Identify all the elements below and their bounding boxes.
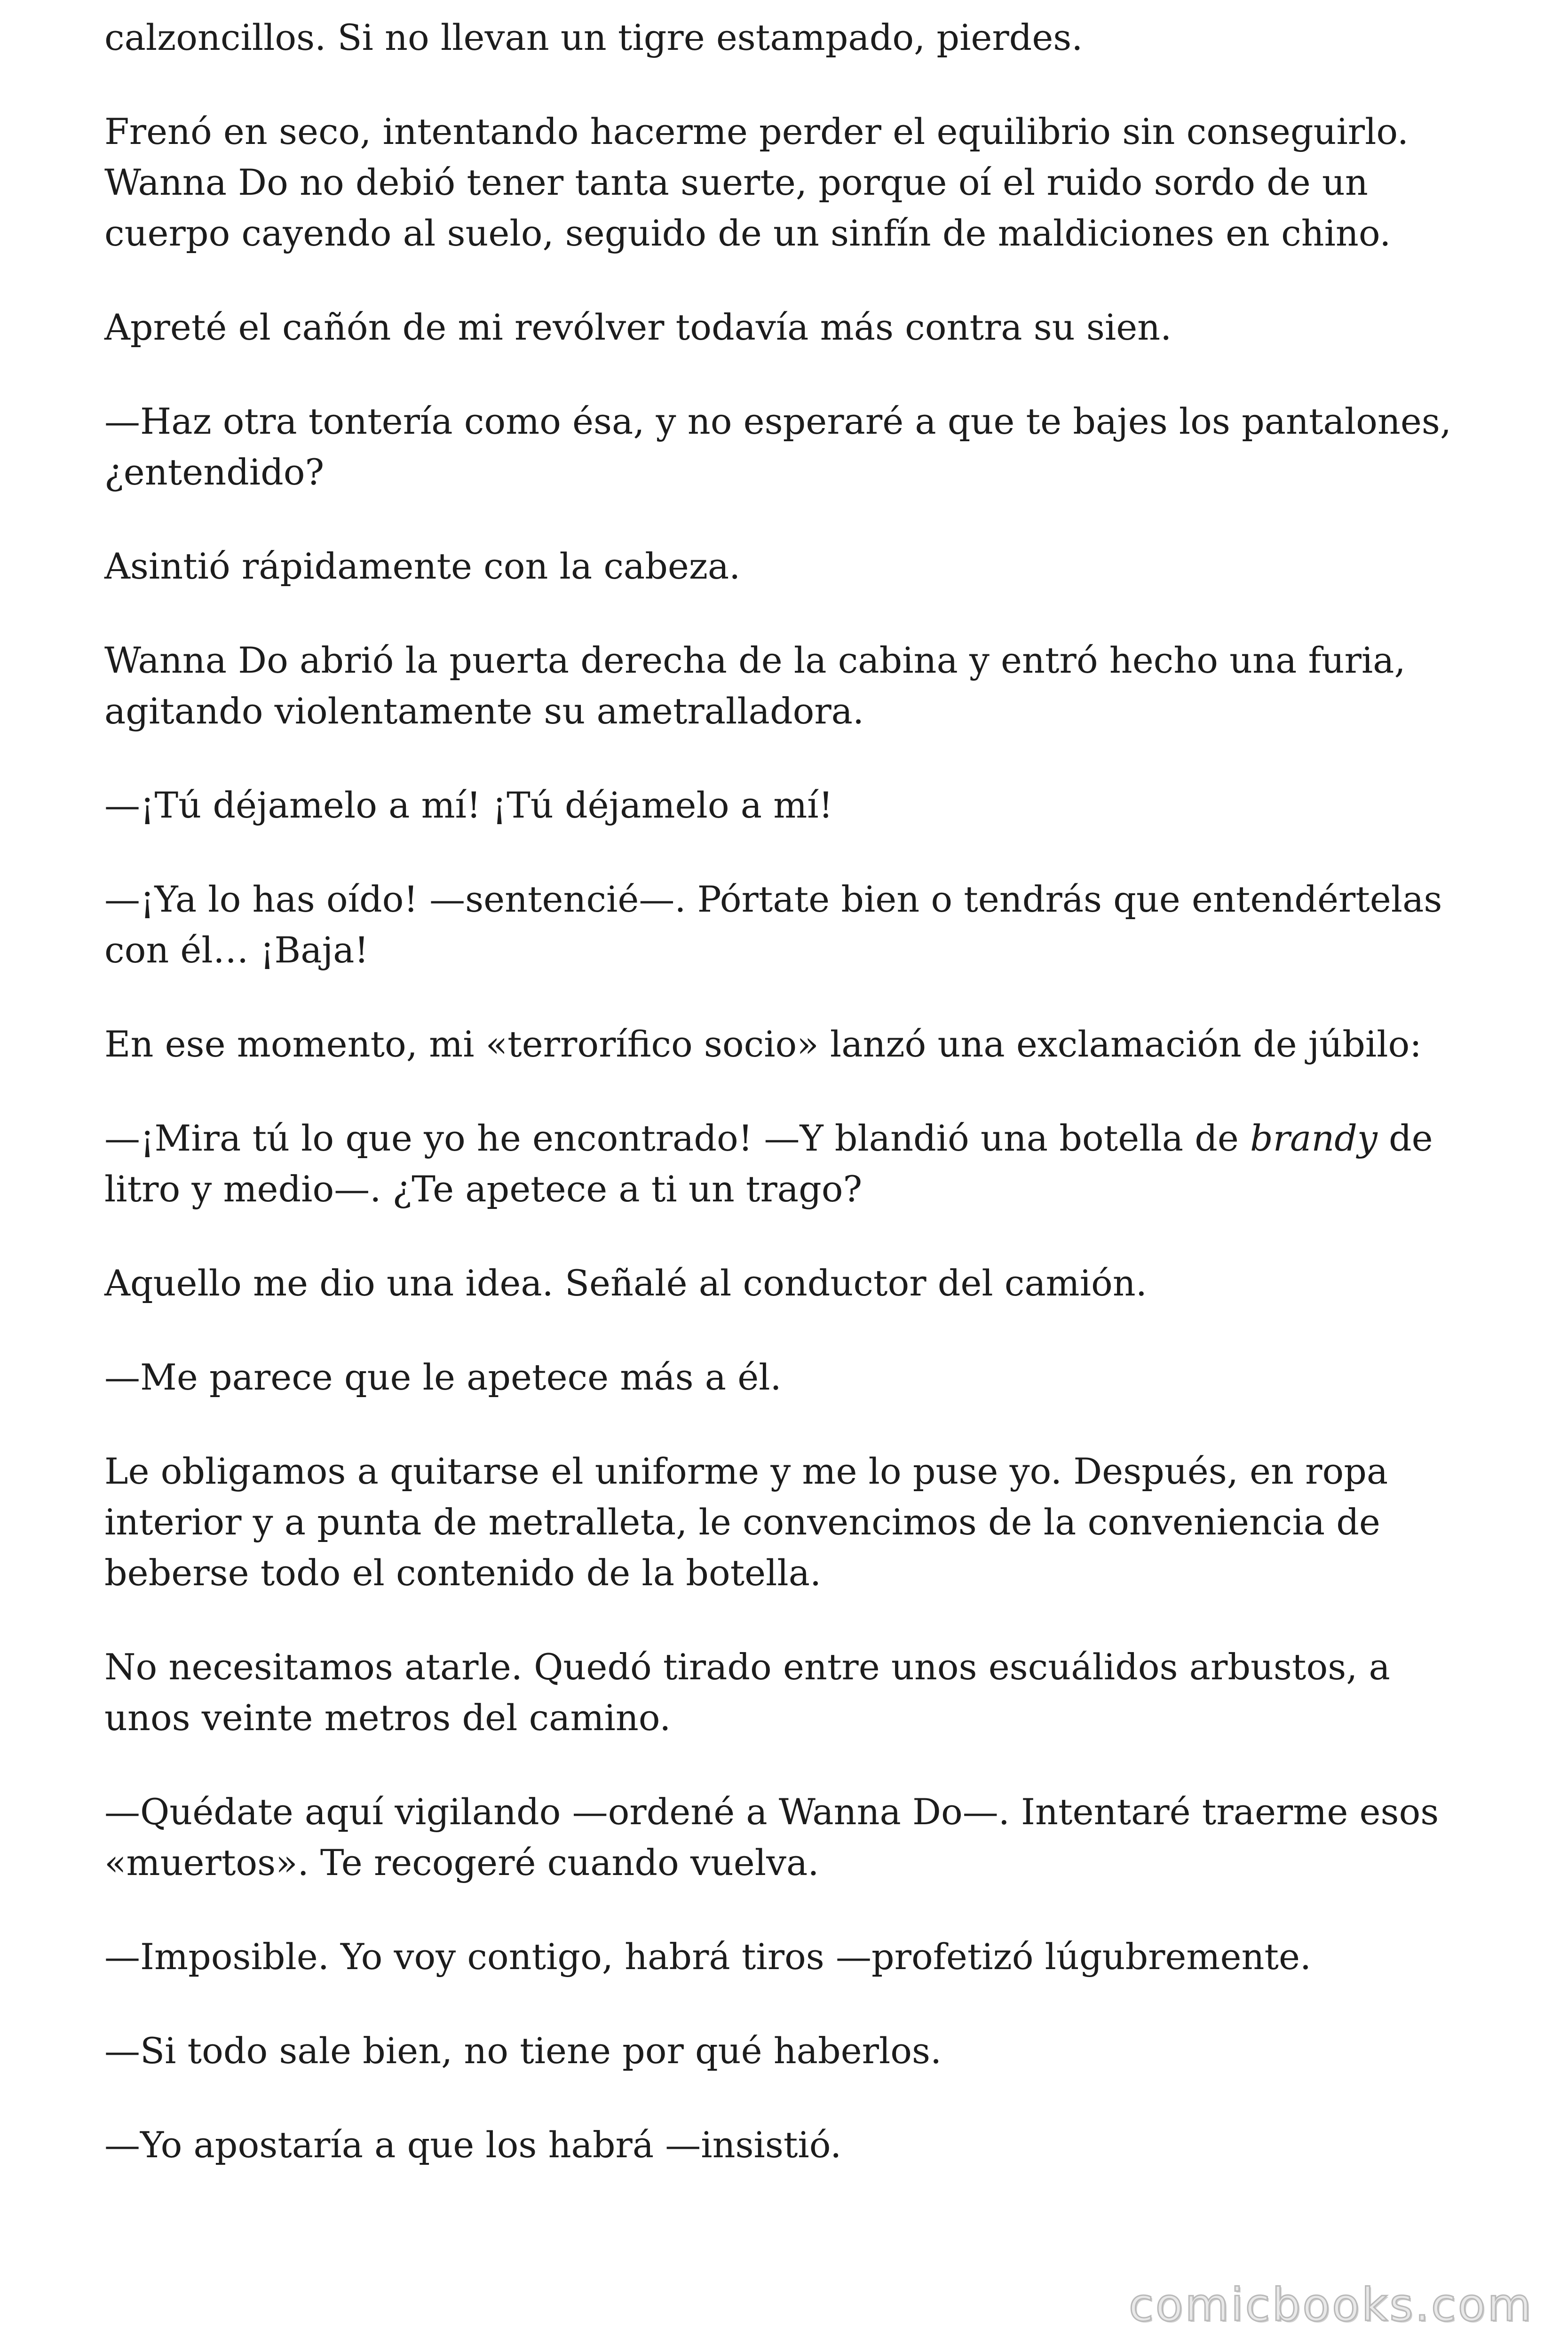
paragraph: —Haz otra tontería como ésa, y no esperaré a que te bajes los pantalones, ¿entendido? (104, 400, 1451, 493)
paragraph: Frenó en seco, intentando hacerme perder el equilibrio sin conseguirlo. Wanna Do no debió tener tanta suerte, porque oí el ruido sordo de un cuerpo cayendo al suelo, seguido de un sinfín de maldiciones en chino. (104, 111, 1409, 254)
paragraph: Apreté el cañón de mi revólver todavía más contra su sien. (104, 306, 1172, 348)
watermark: comicbooks.com (1128, 2279, 1533, 2331)
paragraph: —Imposible. Yo voy contigo, habrá tiros —profetizó lúgubremente. (104, 1936, 1312, 1978)
paragraph: Asintió rápidamente con la cabeza. (104, 545, 741, 587)
paragraph-text: —¡Mira tú lo que yo he encontrado! —Y blandió una botella de (104, 1117, 1251, 1159)
paragraph: En ese momento, mi «terrorífico socio» lanzó una exclamación de júbilo: (104, 1023, 1422, 1065)
document-page (104, 12, 1474, 2170)
paragraph: —Me parece que le apetece más a él. (104, 1356, 782, 1398)
paragraph: —¡Ya lo has oído! —sentencié—. Pórtate bien o tendrás que entendértelas con él… ¡Baja! (104, 878, 1442, 971)
paragraph: Le obligamos a quitarse el uniforme y me lo puse yo. Después, en ropa interior y a punta de metralleta, le convencimos de la conveniencia de beberse todo el contenido de la botella. (104, 1450, 1388, 1594)
paragraph: —¡Tú déjamelo a mí! ¡Tú déjamelo a mí! (104, 784, 833, 826)
italic-word: brandy (1250, 1117, 1378, 1159)
paragraph: —Si todo sale bien, no tiene por qué haberlos. (104, 2030, 942, 2072)
paragraph-text: de litro y medio—. ¿Te apetece a ti un trago? (104, 1117, 1433, 1210)
paragraph: —Yo apostaría a que los habrá —insistió. (104, 2124, 842, 2166)
paragraph: Aquello me dio una idea. Señalé al conductor del camión. (104, 1262, 1147, 1304)
paragraph: —Quédate aquí vigilando —ordené a Wanna Do—. Intentaré traerme esos «muertos». Te recogeré cuando vuelva. (104, 1791, 1439, 1883)
paragraph: Wanna Do abrió la puerta derecha de la cabina y entró hecho una furia, agitando violentamente su ametralladora. (104, 639, 1406, 732)
paragraph: calzoncillos. Si no llevan un tigre estampado, pierdes. (104, 16, 1083, 58)
paragraph: No necesitamos atarle. Quedó tirado entre unos escuálidos arbustos, a unos veinte metros del camino. (104, 1646, 1390, 1739)
paragraph-with-italic (104, 1113, 1474, 1215)
